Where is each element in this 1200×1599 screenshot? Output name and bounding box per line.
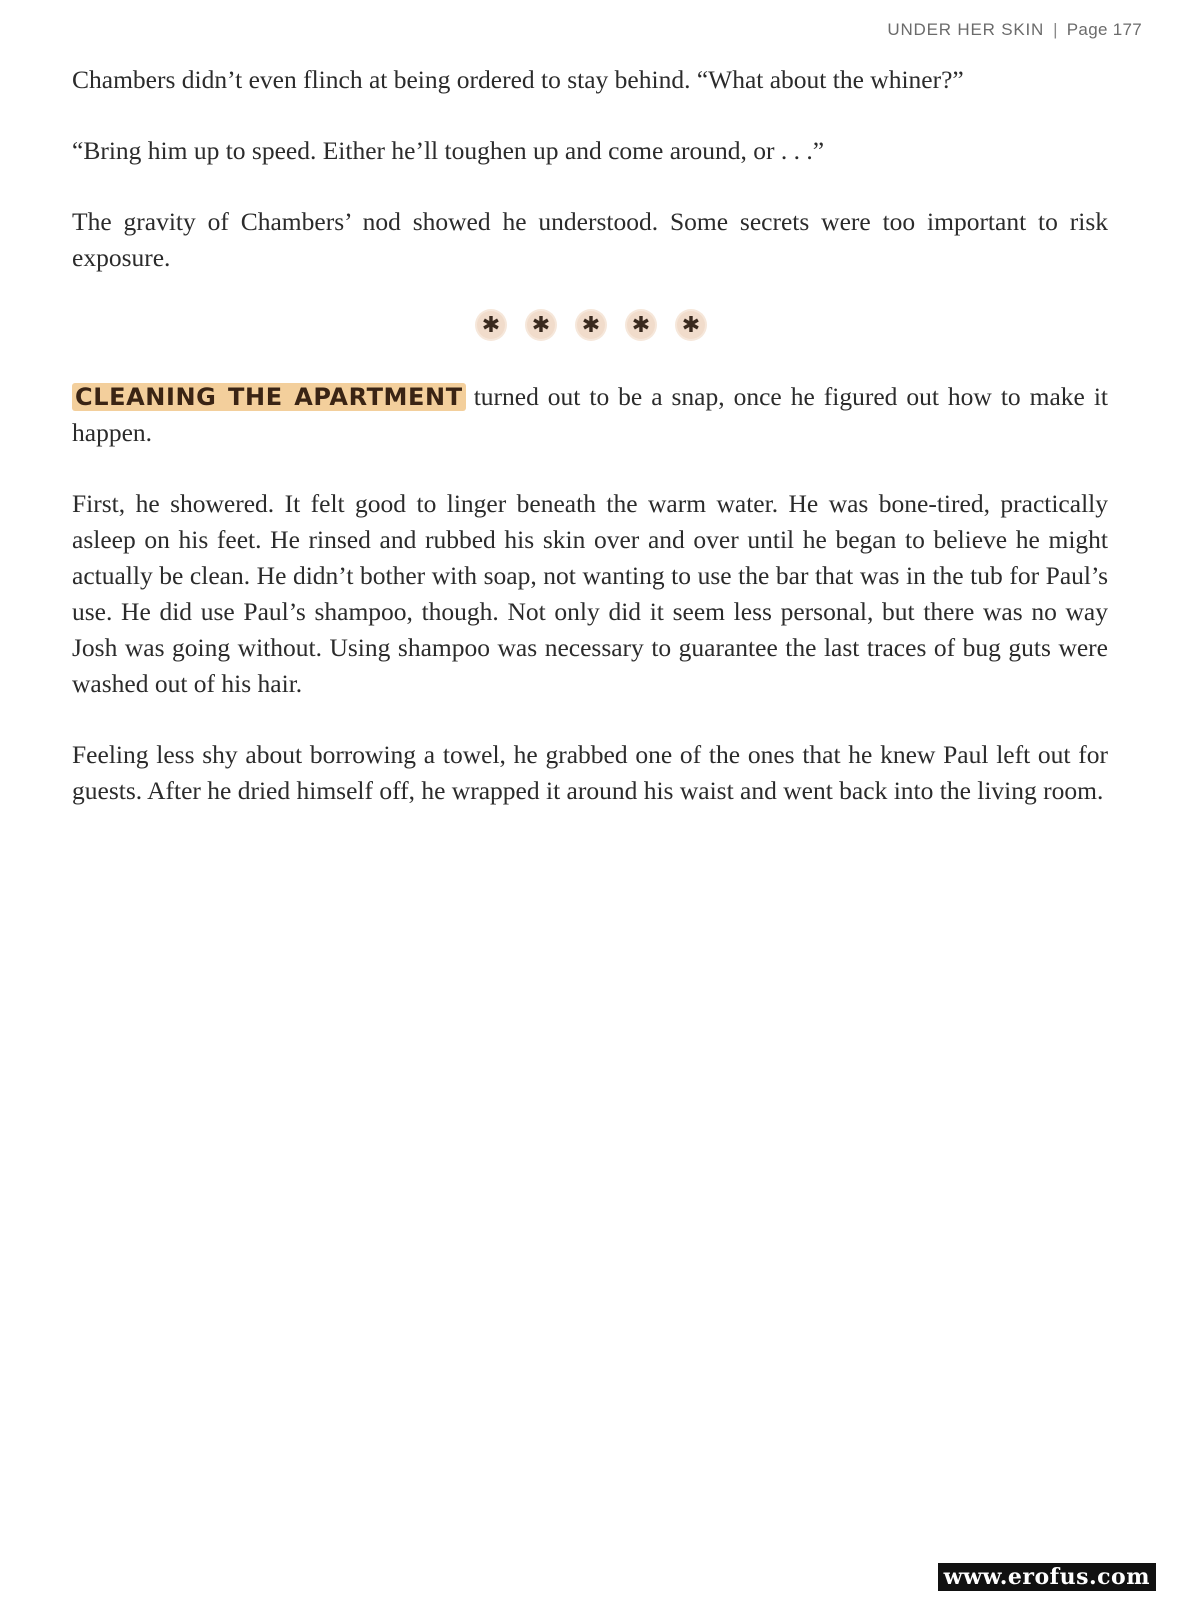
scene-break (72, 311, 1108, 339)
paragraph: The gravity of Chambers’ nod showed he understood. Some secrets were too important to risk exposure. (72, 207, 1108, 272)
page-number: Page 177 (1066, 20, 1142, 39)
section-lead-in: CLEANING THE APARTMENT (72, 383, 466, 411)
header-separator: | (1053, 20, 1058, 39)
asterisk-icon: ✱ (477, 311, 505, 339)
section-opening-paragraph (72, 379, 1108, 451)
section-opening-text: turned out to be a snap, once he figured out how to make it happen. (72, 382, 1108, 447)
asterisk-icon: ✱ (577, 311, 605, 339)
book-title: UNDER HER SKIN (887, 20, 1045, 39)
running-header (887, 20, 1142, 40)
paragraph: First, he showered. It felt good to linger beneath the warm water. He was bone-tired, practically asleep on his feet. He rinsed and rubbed his skin over and over until he began to believe he might actually be clean. He didn’t bother with soap, not wanting to use the bar that was in the tub for Paul’s use. He did use Paul’s shampoo, though. Not only did it seem less personal, but there was no way Josh was going without. Using shampoo was necessary to guarantee the last traces of bug guts were washed out of his hair. (72, 489, 1108, 698)
asterisk-icon: ✱ (527, 311, 555, 339)
paragraph: Chambers didn’t even flinch at being ordered to stay behind. “What about the whiner?” (72, 65, 964, 94)
paragraph: Feeling less shy about borrowing a towel, he grabbed one of the ones that he knew Paul left out for guests. After he dried himself off, he wrapped it around his waist and went back into the living room. (72, 740, 1108, 805)
paragraph: “Bring him up to speed. Either he’ll toughen up and come around, or . . .” (72, 136, 825, 165)
asterisk-icon: ✱ (677, 311, 705, 339)
watermark: www.erofus.com (938, 1563, 1156, 1591)
page-body (72, 62, 1108, 844)
asterisk-icon: ✱ (627, 311, 655, 339)
